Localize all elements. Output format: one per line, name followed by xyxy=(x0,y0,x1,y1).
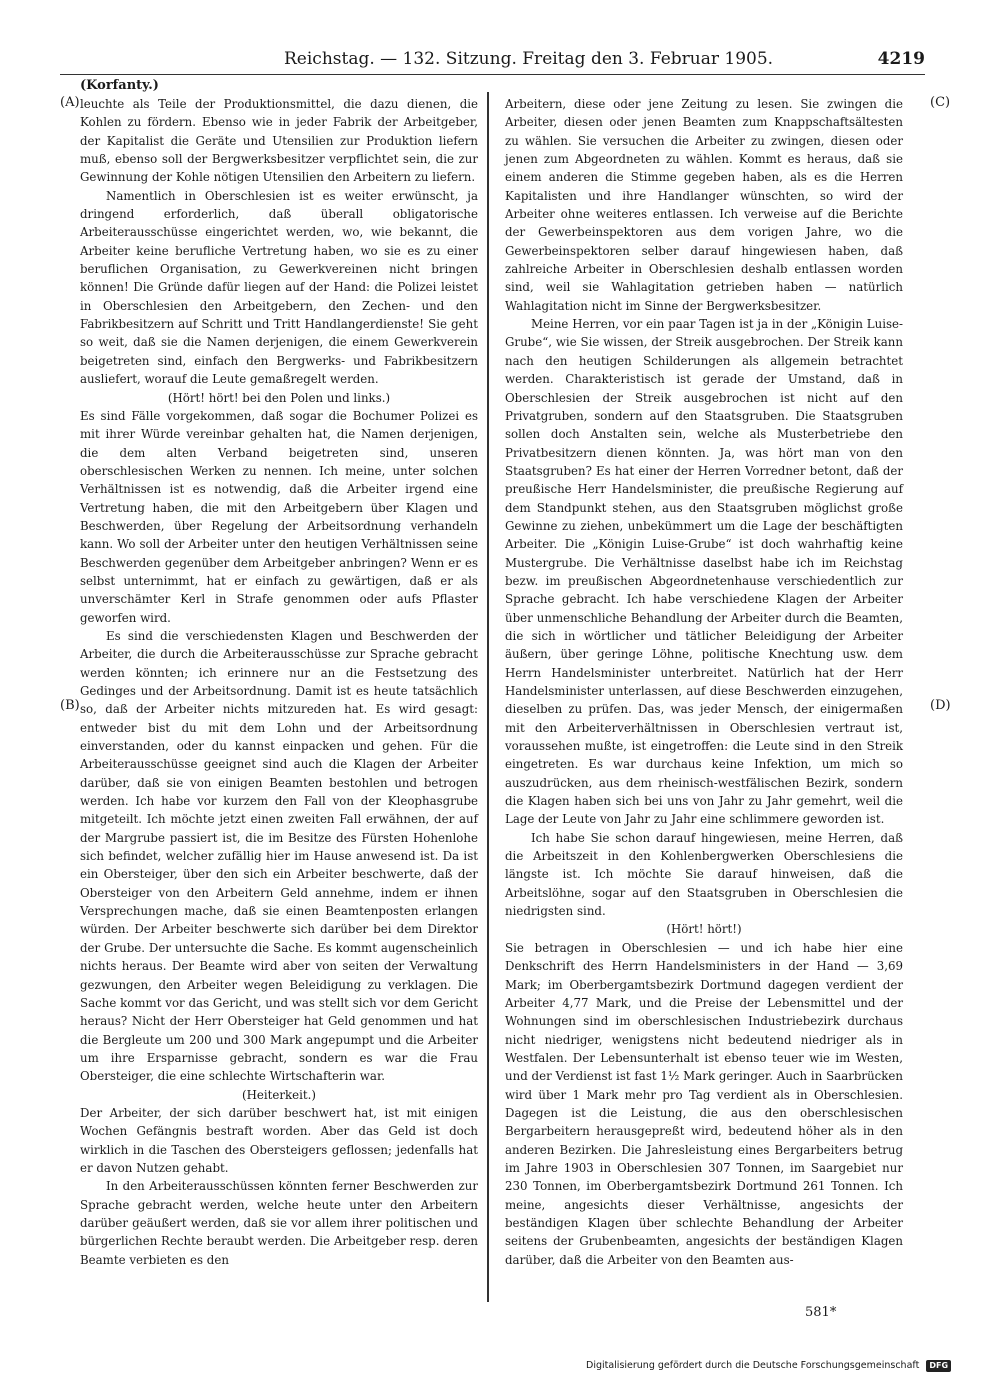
digitization-credit xyxy=(586,1357,986,1375)
paragraph: Meine Herren, vor ein paar Tagen ist ja in der „Königin Luise-Grube“, wie Sie wissen, der Streik ausgebrochen. Der Streik kann nach den heutigen Schilderungen als allgemein betrachtet werden. Charakteristisch ist gerade der Umstand, daß in Oberschlesien der Streik ausgebrochen ist nicht auf den Privatgruben, sondern auf den Staatsgruben. Die Staatsgruben sollen doch Anstalten sein, welche als Musterbetriebe den Privatbesitzern dienen könnten. Ja, was hört man von den Staatsgruben? Es hat einer der Herren Vorredner betont, daß der preußische Herr Handelsminister, die preußische Regierung auf dem Standpunkt stehen, aus den Staatsgruben möglichst große Gewinne zu ziehen, unbekümmert um die Lage der beschäftigten Arbeiter. Die „Königin Luise-Grube“ ist doch wahrhaftig keine Mustergrube. Die Verhältnisse daselbst habe ich im Reichstag bezw. im preußischen Abgeordnetenhause verschiedentlich zur Sprache gebracht. Ich habe verschiedene Klagen der Arbeiter über unmenschliche Behandlung der Arbeiter durch die Beamten, die sich in wörtlicher und tätlicher Beleidigung der Arbeiter äußern, über geringe Löhne, politische Knechtung usw. dem Herrn Handelsminister unterbreitet. Natürlich hat der Herr Handelsminister unterlassen, auf diese Beschwerden einzugehen, dieselben zu prüfen. Das, was jeder Mensch, der einigermaßen mit den Arbeiterverhältnissen in Oberschlesien vertraut ist, voraussehen mußte, ist eingetroffen: die Leute sind in den Streik eingetreten. Es war durchaus keine Infektion, um mich so auszudrücken, aus dem rheinisch-westfälischen Bezirk, sondern die Klagen haben sich bei uns von Jahr zu Jahr gemehrt, weil die Lage der Leute von Jahr zu Jahr eine schlimmere geworden ist. xyxy=(505,317,903,827)
paragraph: Der Arbeiter, der sich darüber beschwert hat, ist mit einigen Wochen Gefängnis bestraft worden. Aber das Geld ist doch wirklich in die Taschen des Obersteigers geflossen; jedenfalls hat er davon Nutzen gehabt. xyxy=(80,1105,478,1175)
page-number: 4219 xyxy=(877,49,925,69)
margin-marker-a: (A) xyxy=(60,95,80,110)
sheet-number: 581* xyxy=(805,1305,837,1320)
credit-text: Digitalisierung gefördert durch die Deutsche Forschungsgemeinschaft xyxy=(586,1360,920,1371)
paragraph: Namentlich in Oberschlesien ist es weiter erwünscht, ja dringend erforderlich, daß überall obligatorische Arbeiterausschüsse eingerichtet werden, wo, wie bekannt, die Arbeiter keine berufliche Vertretung haben, wo sie es zu einer beruflichen Organisation, zu Gewerkvereinen nicht bringen können! Die Gründe dafür liegen auf der Hand: die Polizei leistet in Oberschlesien den Arbeitgebern, den Zechen- und den Fabrikbesitzern auf Schritt und Tritt Handlangerdienste! Sie geht so weit, daß sie die Namen derjenigen, die einem Gewerkverein beigetreten sind, einfach den Bergwerks- und Fabrikbesitzern ausliefert, worauf die Leute gemaßregelt werden. xyxy=(80,188,478,387)
page-header xyxy=(60,46,925,72)
margin-marker-d: (D) xyxy=(930,698,951,713)
paragraph: Arbeitern, diese oder jene Zeitung zu lesen. Sie zwingen die Arbeiter, diesen oder jenen Beamten zum Knappschaftsältesten zu wählen. Sie versuchen die Arbeiter zu zwingen, diesen oder jenen zum Abgeordneten zu wählen. Kommt es heraus, daß sie einem anderen die Stimme gegeben haben, als es die Herren Kapitalisten und ihre Handlanger wünschten, so wird der Arbeiter ohne weiteres entlassen. Ich verweise auf die Berichte der Gewerbeinspektoren aus dem vorigen Jahre, wo die Gewerbeinspektoren selber darauf hingewiesen haben, daß zahlreiche Arbeiter in Oberschlesien deshalb entlassen worden sind, weil sie Wahlagitation getrieben haben — natürlich Wahlagitation nicht im Sinne der Bergwerksbesitzer. xyxy=(505,97,903,313)
column-divider xyxy=(487,92,489,1302)
left-column xyxy=(80,95,478,1269)
running-title: Reichstag. — 132. Sitzung. Freitag den 3. Februar 1905. xyxy=(284,49,774,69)
paragraph: leuchte als Teile der Produktionsmittel, die dazu dienen, die Kohlen zu fördern. Ebenso wie in jeder Fabrik der Arbeitgeber, der Kapitalist die Geräte und Utensilien zur Produktion liefern muß, ebenso soll der Bergwerksbesitzer verpflichtet sein, die zur Gewinnung der Kohle nötigen Utensilien den Arbeitern zu liefern. xyxy=(80,97,478,185)
paragraph: Es sind Fälle vorgekommen, daß sogar die Bochumer Polizei es mit ihrer Würde vereinbar gehalten hat, die Namen derjenigen, die dem alten Verband beigetreten sind, unseren oberschlesischen Werken zu nennen. Ich meine, unter solchen Verhältnissen ist es notwendig, daß die Arbeiter irgend eine Vertretung haben, die mit den Arbeitgebern über Klagen und Beschwerden, über Regelung der Arbeitsordnung verhandeln kann. Wo soll der Arbeiter unter den heutigen Verhältnissen seine Beschwerden gegenüber dem Arbeitgeber anbringen? Wenn er es selbst unternimmt, hat er einfach zu gewärtigen, daß er als unverschämter Kerl in Strafe genommen oder aufs Pflaster geworfen wird. xyxy=(80,408,478,625)
speaker-name: (Korfanty.) xyxy=(80,78,159,93)
interjection: (Heiterkeit.) xyxy=(241,1087,316,1102)
interjection: (Hört! hört!) xyxy=(666,922,742,937)
margin-marker-c: (C) xyxy=(930,95,951,110)
dfg-logo: DFG xyxy=(926,1360,951,1372)
header-rule xyxy=(60,74,925,75)
paragraph: Ich habe Sie schon darauf hingewiesen, meine Herren, daß die Arbeitszeit in den Kohlenbergwerken Oberschlesiens die längste ist. Ich möchte Sie darauf hinweisen, daß die Arbeitslöhne, sogar auf den Staatsgruben in Oberschlesien die niedrigsten sind. xyxy=(505,830,903,919)
right-column xyxy=(505,95,903,1269)
interjection: (Hört! hört! bei den Polen und links.) xyxy=(167,390,391,405)
paragraph: In den Arbeiterausschüssen könnten ferner Beschwerden zur Sprache gebracht werden, welche heute unter den Arbeitern darüber geäußert werden, daß sie vor allem ihrer politischen und bürgerlichen Rechte beraubt werden. Die Arbeitgeber resp. deren Beamte verbieten es den xyxy=(80,1179,478,1267)
paragraph: Es sind die verschiedensten Klagen und Beschwerden der Arbeiter, die durch die Arbeiterausschüsse zur Sprache gebracht werden könnten; ich erinnere nur an die Festsetzung des Gedinges und der Arbeitsordnung. Damit ist es heute tatsächlich so, daß der Arbeiter nichts mitzureden hat. Es wird gesagt: entweder bist du mit dem Lohn und der Arbeitsordnung einverstanden, oder du kannst einpacken und gehen. Für die Arbeiterausschüsse geeignet sind auch die Klagen der Arbeiter darüber, daß sie von einigen Beamten bestohlen und betrogen werden. Ich habe vor kurzem den Fall von der Kleophasgrube mitgeteilt. Ich möchte jetzt einen zweiten Fall erwähnen, der auf der Margrube passiert ist, die im Besitze des Fürsten Hohenlohe sich befindet, welcher zufällig hier im Hause anwesend ist. Da ist ein Obersteiger, über den sich ein Arbeiter beschwerte, daß der Obersteiger von den Arbeitern Geld annehme, indem er ihnen Versprechungen mache, daß sie einen Beamtenposten erlangen würden. Der Arbeiter beschwerte sich darüber bei dem Direktor der Grube. Der untersuchte die Sache. Es kommt augenscheinlich nichts heraus. Der Beamte wird aber von seiten der Verwaltung gezwungen, den Arbeiter wegen Beleidigung zu verklagen. Die Sache kommt vor das Gericht, und was stellt sich vor dem Gericht heraus? Nicht der Herr Obersteiger hat Geld genommen und hat die Bergleute um 200 und 300 Mark angepumpt und die Arbeiter um ihre Ersparnisse gebracht, sondern es war die Frau Obersteiger, die eine schlechte Wirtschafterin war. xyxy=(80,628,478,1084)
paragraph: Sie betragen in Oberschlesien — und ich habe hier eine Denkschrift des Herrn Handelsministers in der Hand — 3,69 Mark; im Oberbergamtsbezirk Dortmund dagegen verdient der Arbeiter 4,77 Mark, und die Preise der Lebensmittel und der Wohnungen sind im oberschlesischen Industriebezirk durchaus nicht niedriger, wenigstens nicht bedeutend niedriger als in Westfalen. Der Lebensunterhalt ist ebenso teuer wie im Westen, und der Verdienst ist fast 1½ Mark geringer. Auch in Saarbrücken wird über 1 Mark mehr pro Tag verdient als in Oberschlesien. Dagegen ist die Leistung, die aus den oberschlesischen Bergarbeitern herausgepreßt wird, bedeutend höher als in den anderen Bezirken. Die Jahresleistung eines Bergarbeiters betrug im Jahre 1903 in Oberschlesien 307 Tonnen, im Saargebiet nur 230 Tonnen, im Oberbergamtsbezirk Dortmund 261 Tonnen. Ich meine, angesichts dieser Verhältnisse, angesichts der beständigen Klagen über schlechte Behandlung der Arbeiter seitens der Grubenbeamten, angesichts der beständigen Klagen darüber, daß die Arbeiter von den Beamten aus- xyxy=(505,940,903,1267)
margin-marker-b: (B) xyxy=(60,698,80,713)
